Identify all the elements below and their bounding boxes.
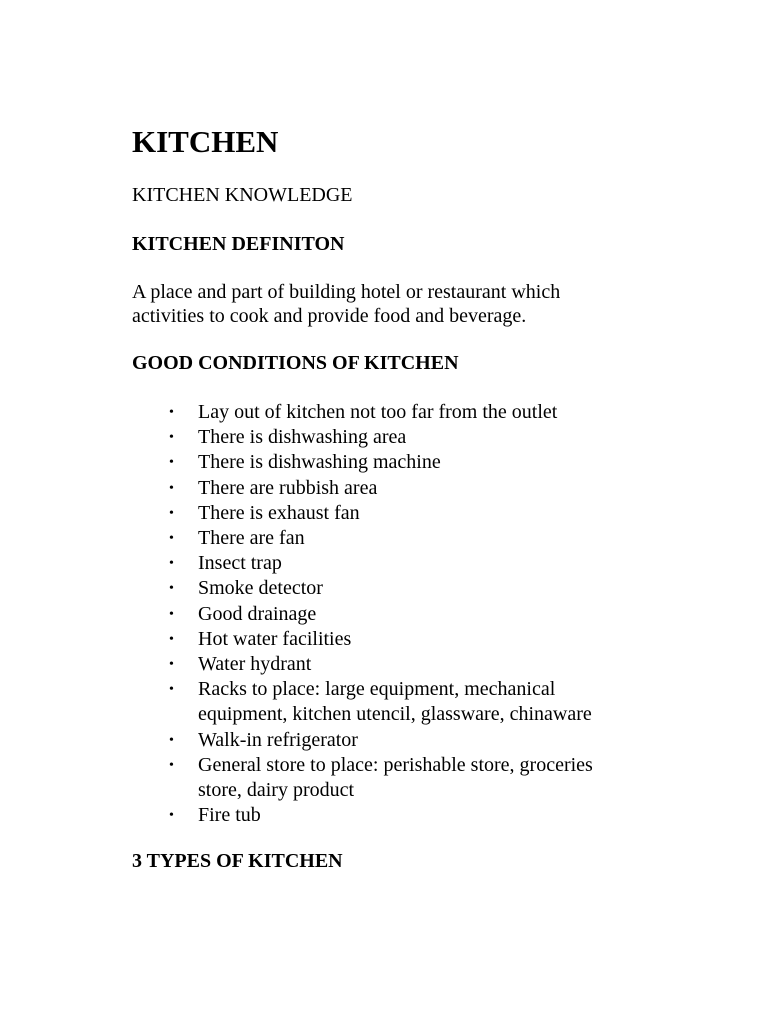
condition-item [132, 551, 652, 576]
condition-item [132, 425, 652, 450]
condition-text: Water hydrant [198, 653, 312, 676]
condition-item [132, 602, 652, 627]
condition-item [132, 753, 652, 803]
condition-item [132, 576, 652, 601]
bullet-icon: • [169, 405, 174, 420]
conditions-list [132, 400, 652, 828]
condition-item [132, 652, 652, 677]
bullet-icon: • [169, 556, 174, 572]
condition-item [132, 677, 652, 727]
condition-text: Walk-in refrigerator [198, 728, 358, 751]
condition-item [132, 803, 652, 828]
condition-text: Hot water facilities [198, 627, 352, 650]
condition-text: Fire tub [198, 804, 261, 827]
types-heading: 3 TYPES OF KITCHEN [132, 850, 343, 872]
bullet-icon: • [169, 480, 174, 496]
bullet-icon: • [169, 808, 174, 824]
definition-line: activities to cook and provide food and beverage. [132, 305, 527, 327]
condition-item [132, 627, 652, 652]
definition-line: A place and part of building hotel or restaurant which [132, 281, 561, 303]
condition-text: Smoke detector [198, 577, 323, 600]
bullet-icon: • [169, 682, 174, 698]
condition-text: Lay out of kitchen not too far from the outlet [198, 401, 558, 423]
condition-text: Insect trap [198, 552, 282, 575]
bullet-icon: • [169, 631, 174, 647]
bullet-icon: • [169, 657, 174, 673]
bullet-icon: • [169, 581, 174, 597]
condition-item [132, 728, 652, 753]
bullet-icon: • [169, 531, 174, 547]
condition-text: There is exhaust fan [198, 501, 360, 524]
condition-text: equipment, kitchen utencil, glassware, chinaware [198, 703, 592, 726]
condition-item [132, 476, 652, 501]
condition-item [132, 501, 652, 526]
document-title: KITCHEN [132, 124, 279, 159]
bullet-icon: • [169, 606, 174, 622]
condition-text: General store to place: perishable store, groceries [198, 753, 593, 776]
bullet-icon: • [169, 430, 174, 446]
definition-heading: KITCHEN DEFINITON [132, 233, 345, 255]
condition-item [132, 400, 652, 425]
bullet-icon: • [169, 732, 174, 748]
condition-text: There are fan [198, 527, 305, 550]
condition-text: Good drainage [198, 602, 317, 625]
condition-item [132, 450, 652, 475]
condition-text: There are rubbish area [198, 476, 378, 499]
condition-item [132, 526, 652, 551]
bullet-icon: • [169, 455, 174, 471]
bullet-icon: • [169, 757, 174, 773]
conditions-heading: GOOD CONDITIONS OF KITCHEN [132, 352, 459, 374]
condition-text: Racks to place: large equipment, mechanical [198, 678, 556, 701]
condition-text: There is dishwashing area [198, 426, 407, 449]
definition-paragraph [132, 280, 652, 328]
condition-text: store, dairy product [198, 779, 355, 802]
document-subtitle: KITCHEN KNOWLEDGE [132, 184, 353, 206]
condition-text: There is dishwashing machine [198, 451, 441, 474]
bullet-icon: • [169, 505, 174, 521]
